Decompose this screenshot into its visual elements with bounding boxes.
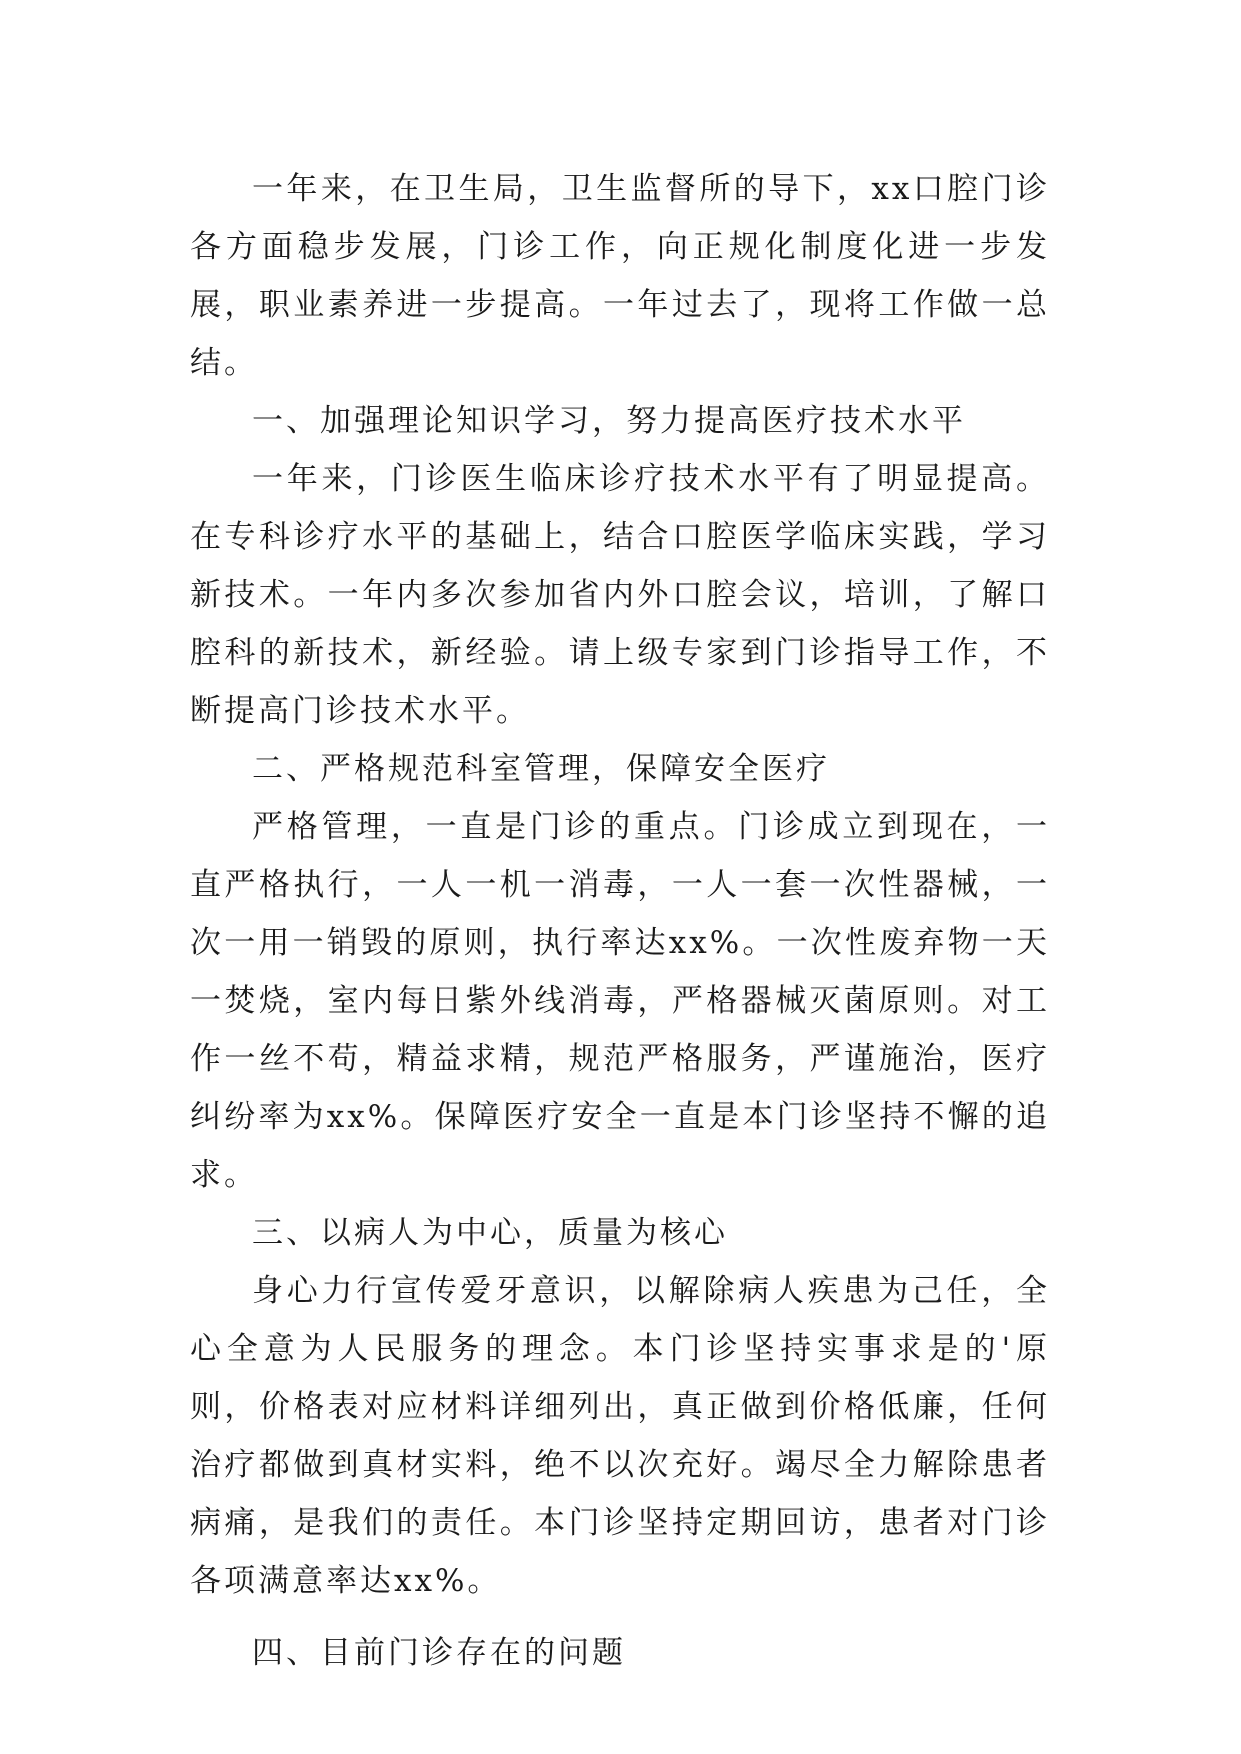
section-heading-2: 二、严格规范科室管理，保障安全医疗 — [252, 751, 830, 787]
intro-paragraph: 一年来，在卫生局，卫生监督所的导下，xx口腔门诊各方面稳步发展，门诊工作，向正规化制度化进一步发展，职业素养进一步提高。一年过去了，现将工作做一总结。 — [190, 171, 1050, 381]
section-paragraph-2: 严格管理，一直是门诊的重点。门诊成立到现在，一直严格执行，一人一机一消毒，一人一套一次性器械，一次一用一销毁的原则，执行率达xx%。一次性废弃物一天一焚烧，室内每日紫外线消毒，严格器械灭菌原则。对工作一丝不苟，精益求精，规范严格服务，严谨施治，医疗纠纷率为xx%。保障医疗安全一直是本门诊坚持不懈的追求。 — [190, 809, 1050, 1193]
document-body — [190, 160, 1050, 1682]
section-paragraph-1: 一年来，门诊医生临床诊疗技术水平有了明显提高。在专科诊疗水平的基础上，结合口腔医学临床实践，学习新技术。一年内多次参加省内外口腔会议，培训，了解口腔科的新技术，新经验。请上级专家到门诊指导工作，不断提高门诊技术水平。 — [190, 461, 1050, 729]
section-heading-4: 四、目前门诊存在的问题 — [252, 1635, 626, 1671]
section-heading-3: 三、以病人为中心，质量为核心 — [252, 1215, 728, 1251]
section-heading-1: 一、加强理论知识学习，努力提高医疗技术水平 — [252, 403, 966, 439]
section-paragraph-3: 身心力行宣传爱牙意识，以解除病人疾患为己任，全心全意为人民服务的理念。本门诊坚持实事求是的'原则，价格表对应材料详细列出，真正做到价格低廉，任何治疗都做到真材实料，绝不以次充好。竭尽全力解除患者病痛，是我们的责任。本门诊坚持定期回访，患者对门诊各项满意率达xx%。 — [190, 1273, 1050, 1599]
